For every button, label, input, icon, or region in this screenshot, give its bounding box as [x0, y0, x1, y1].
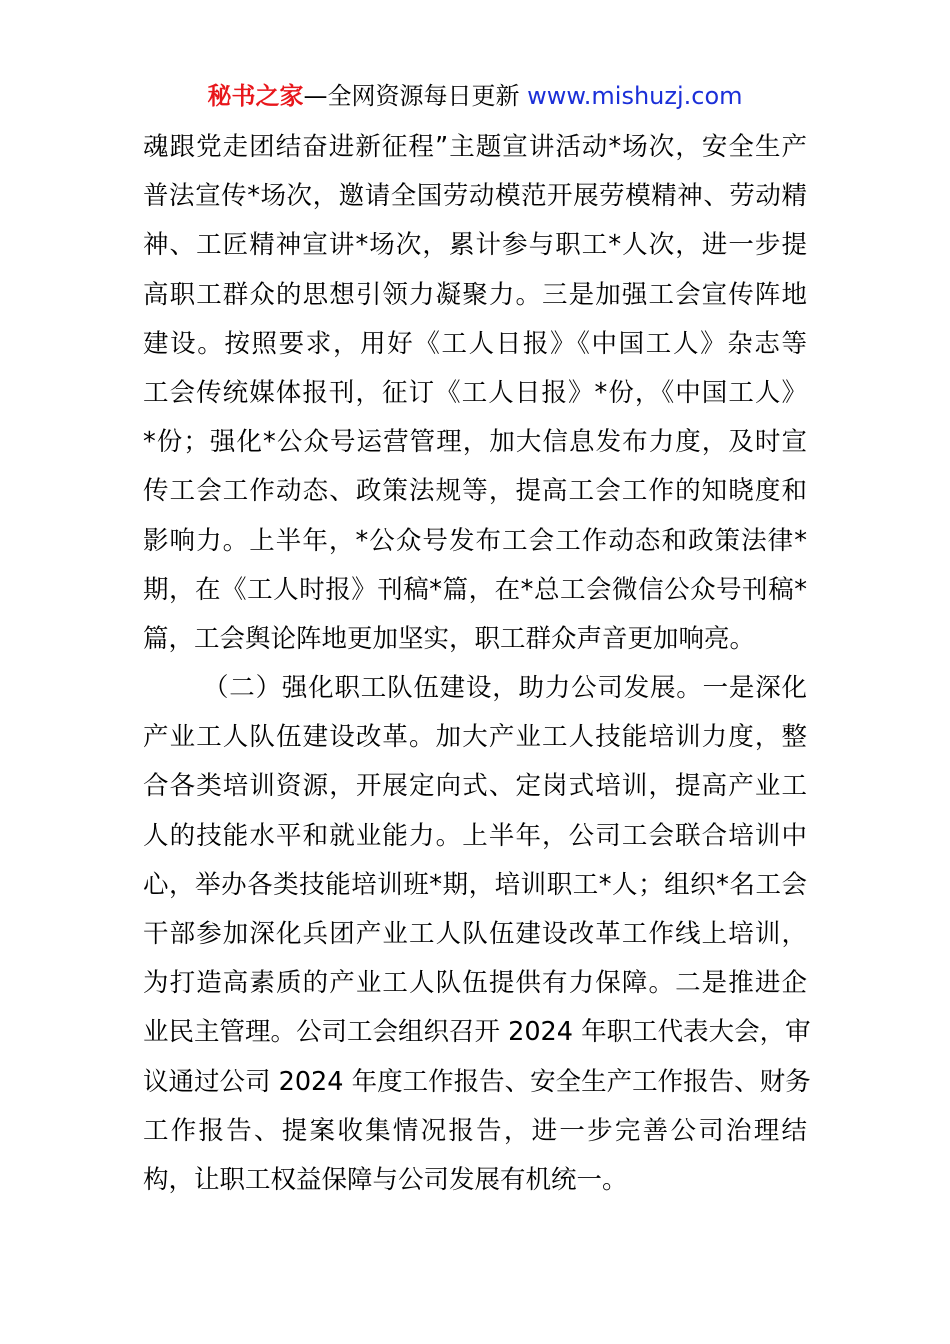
paragraph-first-line: （二）强化职工队伍建设，助力公司发展。一是深化	[203, 673, 807, 704]
paragraph-end-line: 构，让职工权益保障与公司发展有机统一。	[143, 1164, 628, 1195]
site-header	[0, 78, 950, 114]
text-line: 工会传统媒体报刊，征订《工人日报》*份，《中国工人》	[143, 377, 807, 408]
text-line: 期，在《工人时报》刊稿*篇，在*总工会微信公众号刊稿*	[143, 574, 807, 605]
text-line: 合各类培训资源，开展定向式、定岗式培训，提高产业工	[143, 771, 807, 802]
text-line: 高职工群众的思想引领力凝聚力。三是加强工会宣传阵地	[143, 279, 807, 310]
text-line: 神、工匠精神宣讲*场次，累计参与职工*人次，进一步提	[143, 230, 807, 261]
document-body	[143, 123, 811, 1205]
text-line: 人的技能水平和就业能力。上半年，公司工会联合培训中	[143, 820, 807, 851]
text-line: 产业工人队伍建设改革。加大产业工人技能培训力度，整	[143, 722, 807, 753]
text-line: 议通过公司 2024 年度工作报告、安全生产工作报告、财务	[143, 1066, 811, 1097]
text-line: 心，举办各类技能培训班*期，培训职工*人；组织*名工会	[143, 869, 807, 900]
text-line: 影响力。上半年，*公众号发布工会工作动态和政策法律*	[143, 525, 807, 556]
header-tagline: —全网资源每日更新	[303, 82, 528, 110]
site-url: www.mishuzj.com	[527, 82, 743, 110]
text-line: 建设。按照要求，用好《工人日报》《中国工人》杂志等	[143, 328, 807, 359]
text-line: 普法宣传*场次，邀请全国劳动模范开展劳模精神、劳动精	[143, 181, 807, 212]
text-line: 工作报告、提案收集情况报告，进一步完善公司治理结	[143, 1115, 807, 1146]
brand-name: 秘书之家	[207, 82, 304, 110]
paragraph-end-line: 篇，工会舆论阵地更加坚实，职工群众声音更加响亮。	[143, 623, 756, 654]
text-line: *份；强化*公众号运营管理，加大信息发布力度，及时宣	[143, 427, 807, 458]
text-line: 魂跟党走团结奋进新征程”主题宣讲活动*场次，安全生产	[143, 132, 807, 162]
text-line: 干部参加深化兵团产业工人队伍建设改革工作线上培训，	[143, 919, 807, 949]
text-line: 为打造高素质的产业工人队伍提供有力保障。二是推进企	[143, 968, 807, 999]
text-line: 业民主管理。公司工会组织召开 2024 年职工代表大会，审	[143, 1017, 811, 1048]
text-line: 传工会工作动态、政策法规等，提高工会工作的知晓度和	[143, 476, 807, 507]
